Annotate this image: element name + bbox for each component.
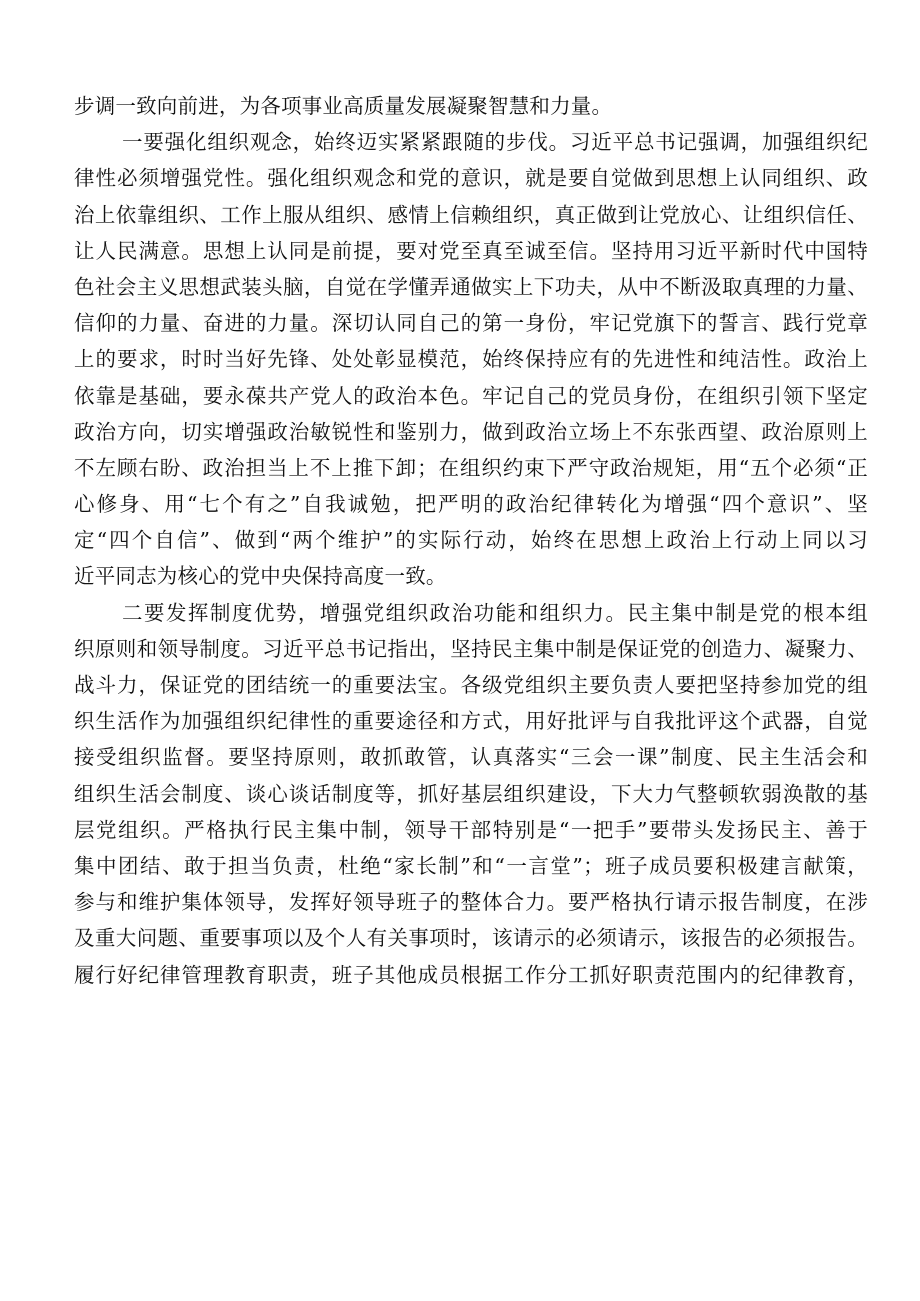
text-line: 参与和维护集体领导，发挥好领导班子的整体合力。要严格执行请示报告制度，在涉 <box>74 890 868 915</box>
text-line: 政治方向，切实增强政治敏锐性和鉴别力，做到政治立场上不东张西望、政治原则上 <box>74 419 868 444</box>
text-line: 集中团结、敢于担当负责，杜绝“家长制”和“一言堂”；班子成员要积极建言献策， <box>74 853 868 878</box>
text-line: 色社会主义思想武装头脑，自觉在学懂弄通做实上下功夫，从中不断汲取真理的力量、 <box>74 274 868 299</box>
text-line: 战斗力，保证党的团结统一的重要法宝。各级党组织主要负责人要把坚持参加党的组 <box>74 673 868 697</box>
text-line: 织生活作为加强组织纪律性的重要途径和方式，用好批评与自我批评这个武器，自觉 <box>74 709 868 734</box>
paragraph-start-line: 二要发挥制度优势，增强党组织政治功能和组织力。民主集中制是党的根本组 <box>122 600 868 625</box>
text-line: 履行好纪律管理教育职责，班子其他成员根据工作分工抓好职责范围内的纪律教育， <box>74 962 868 987</box>
paragraph-start-line: 一要强化组织观念，始终迈实紧紧跟随的步伐。习近平总书记强调，加强组织纪 <box>122 130 868 155</box>
text-line: 让人民满意。思想上认同是前提，要对党至真至诚至信。坚持用习近平新时代中国特 <box>74 238 868 263</box>
text-line: 接受组织监督。要坚持原则，敢抓敢管，认真落实“三会一课”制度、民主生活会和 <box>74 745 868 770</box>
text-line: 步调一致向前进，为各项事业高质量发展凝聚智慧和力量。 <box>74 94 613 118</box>
text-line: 信仰的力量、奋进的力量。深切认同自己的第一身份，牢记党旗下的誓言、践行党章 <box>74 311 868 336</box>
text-line: 不左顾右盼、政治担当上不上推下卸；在组织约束下严守政治规矩，用“五个必须“正 <box>74 455 868 480</box>
text-line: 及重大问题、重要事项以及个人有关事项时，该请示的必须请示，该报告的必须报告。 <box>74 926 868 951</box>
text-line: 定“四个自信”、做到“两个维护”的实际行动，始终在思想上政治上行动上同以习 <box>74 528 868 553</box>
text-line: 心修身、用“七个有之”自我诚勉，把严明的政治纪律转化为增强“四个意识”、坚 <box>74 492 868 517</box>
text-line: 上的要求，时时当好先锋、处处彰显模范，始终保持应有的先进性和纯洁性。政治上 <box>74 347 868 372</box>
text-line: 治上依靠组织、工作上服从组织、感情上信赖组织，真正做到让党放心、让组织信任、 <box>74 202 868 227</box>
body-text <box>74 88 868 993</box>
text-line: 织原则和领导制度。习近平总书记指出，坚持民主集中制是保证党的创造力、凝聚力、 <box>74 636 868 661</box>
text-line: 近平同志为核心的党中央保持高度一致。 <box>74 564 447 589</box>
text-line: 层党组织。严格执行民主集中制，领导干部特别是“一把手”要带头发扬民主、善于 <box>74 817 868 842</box>
text-line: 组织生活会制度、谈心谈话制度等，抓好基层组织建设，下大力气整顿软弱涣散的基 <box>74 781 868 806</box>
text-line: 律性必须增强党性。强化组织观念和党的意识，就是要自觉做到思想上认同组织、政 <box>74 166 868 191</box>
text-line: 依靠是基础，要永葆共产党人的政治本色。牢记自己的党员身份，在组织引领下坚定 <box>74 383 868 408</box>
